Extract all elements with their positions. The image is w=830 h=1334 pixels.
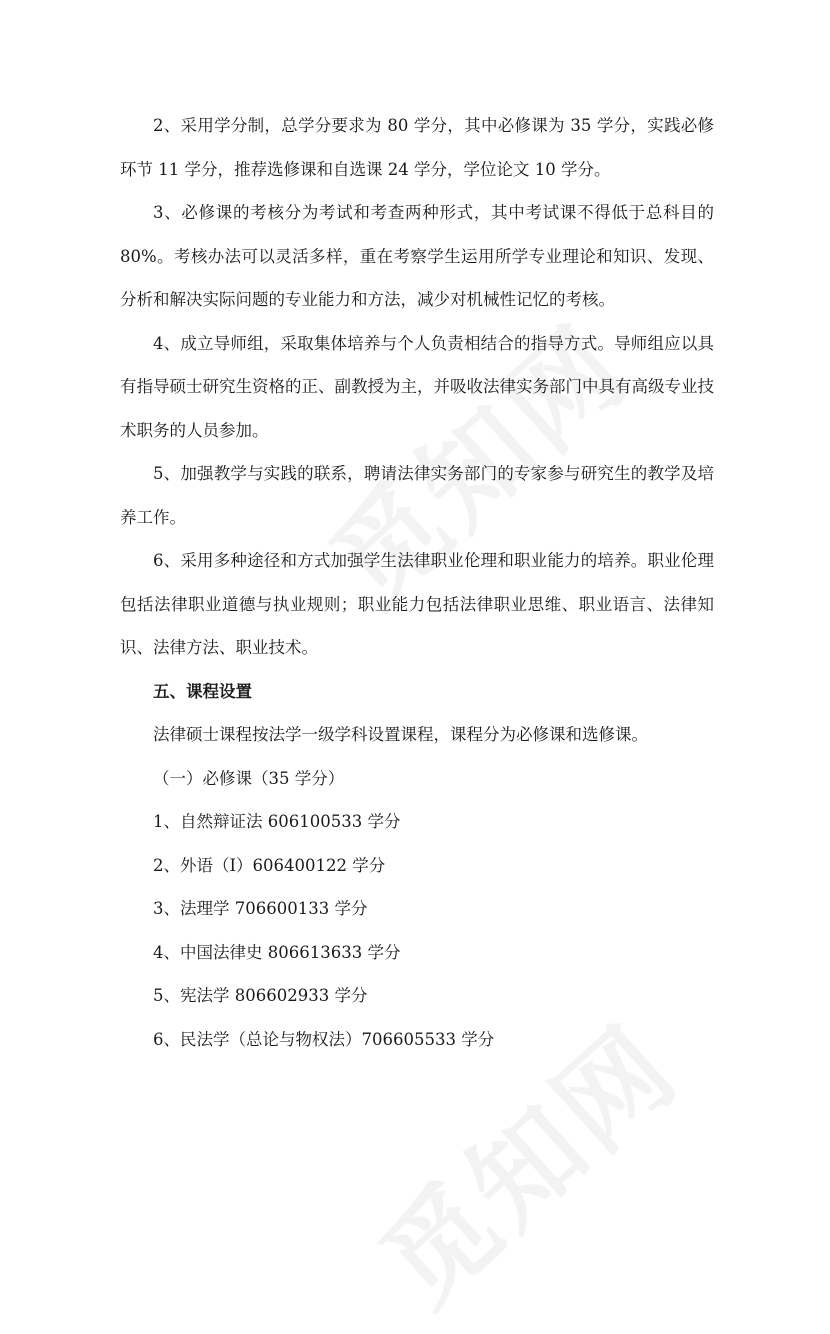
section-heading-curriculum: 五、课程设置 — [153, 681, 252, 701]
paragraph-professional-ethics: 6、采用多种途径和方式加强学生法律职业伦理和职业能力的培养。职业伦理包括法律职业道德与执业规则；职业能力包括法律职业思维、职业语言、法律知识、法律方法、职业技术。 — [120, 551, 714, 657]
paragraph-assessment: 3、必修课的考核分为考试和考查两种形式，其中考试课不得低于总科目的 80%。考核办法可以灵活多样，重在考察学生运用所学专业理论和知识、发现、分析和解决实际问题的专业能力和方法，减少对机械性记忆的考核。 — [120, 203, 714, 309]
course-item: 4、中国法律史 806613633 学分 — [153, 942, 401, 962]
course-item: 1、自然辩证法 606100533 学分 — [153, 812, 401, 831]
section-intro: 法律硕士课程按法学一级学科设置课程，课程分为必修课和选修课。 — [153, 725, 648, 744]
subheading-required-courses: （一）必修课（35 学分） — [153, 768, 345, 788]
course-item: 6、民法学（总论与物权法）706605533 学分 — [153, 1029, 495, 1049]
paragraph-practice-link: 5、加强教学与实践的联系，聘请法律实务部门的专家参与研究生的教学及培养工作。 — [120, 464, 714, 527]
course-item: 2、外语（I）606400122 学分 — [153, 855, 386, 875]
paragraph-advisor-group: 4、成立导师组，采取集体培养与个人负责相结合的指导方式。导师组应以具有指导硕士研究生资格的正、副教授为主，并吸收法律实务部门中具有高级专业技术职务的人员参加。 — [120, 333, 714, 440]
document-body — [120, 104, 714, 1061]
course-item: 3、法理学 706600133 学分 — [153, 899, 368, 918]
course-item: 5、宪法学 806602933 学分 — [153, 986, 368, 1005]
paragraph-credit-system: 2、采用学分制，总学分要求为 80 学分，其中必修课为 35 学分，实践必修环节 11 学分，推荐选修课和自选课 24 学分，学位论文 10 学分。 — [120, 116, 714, 179]
